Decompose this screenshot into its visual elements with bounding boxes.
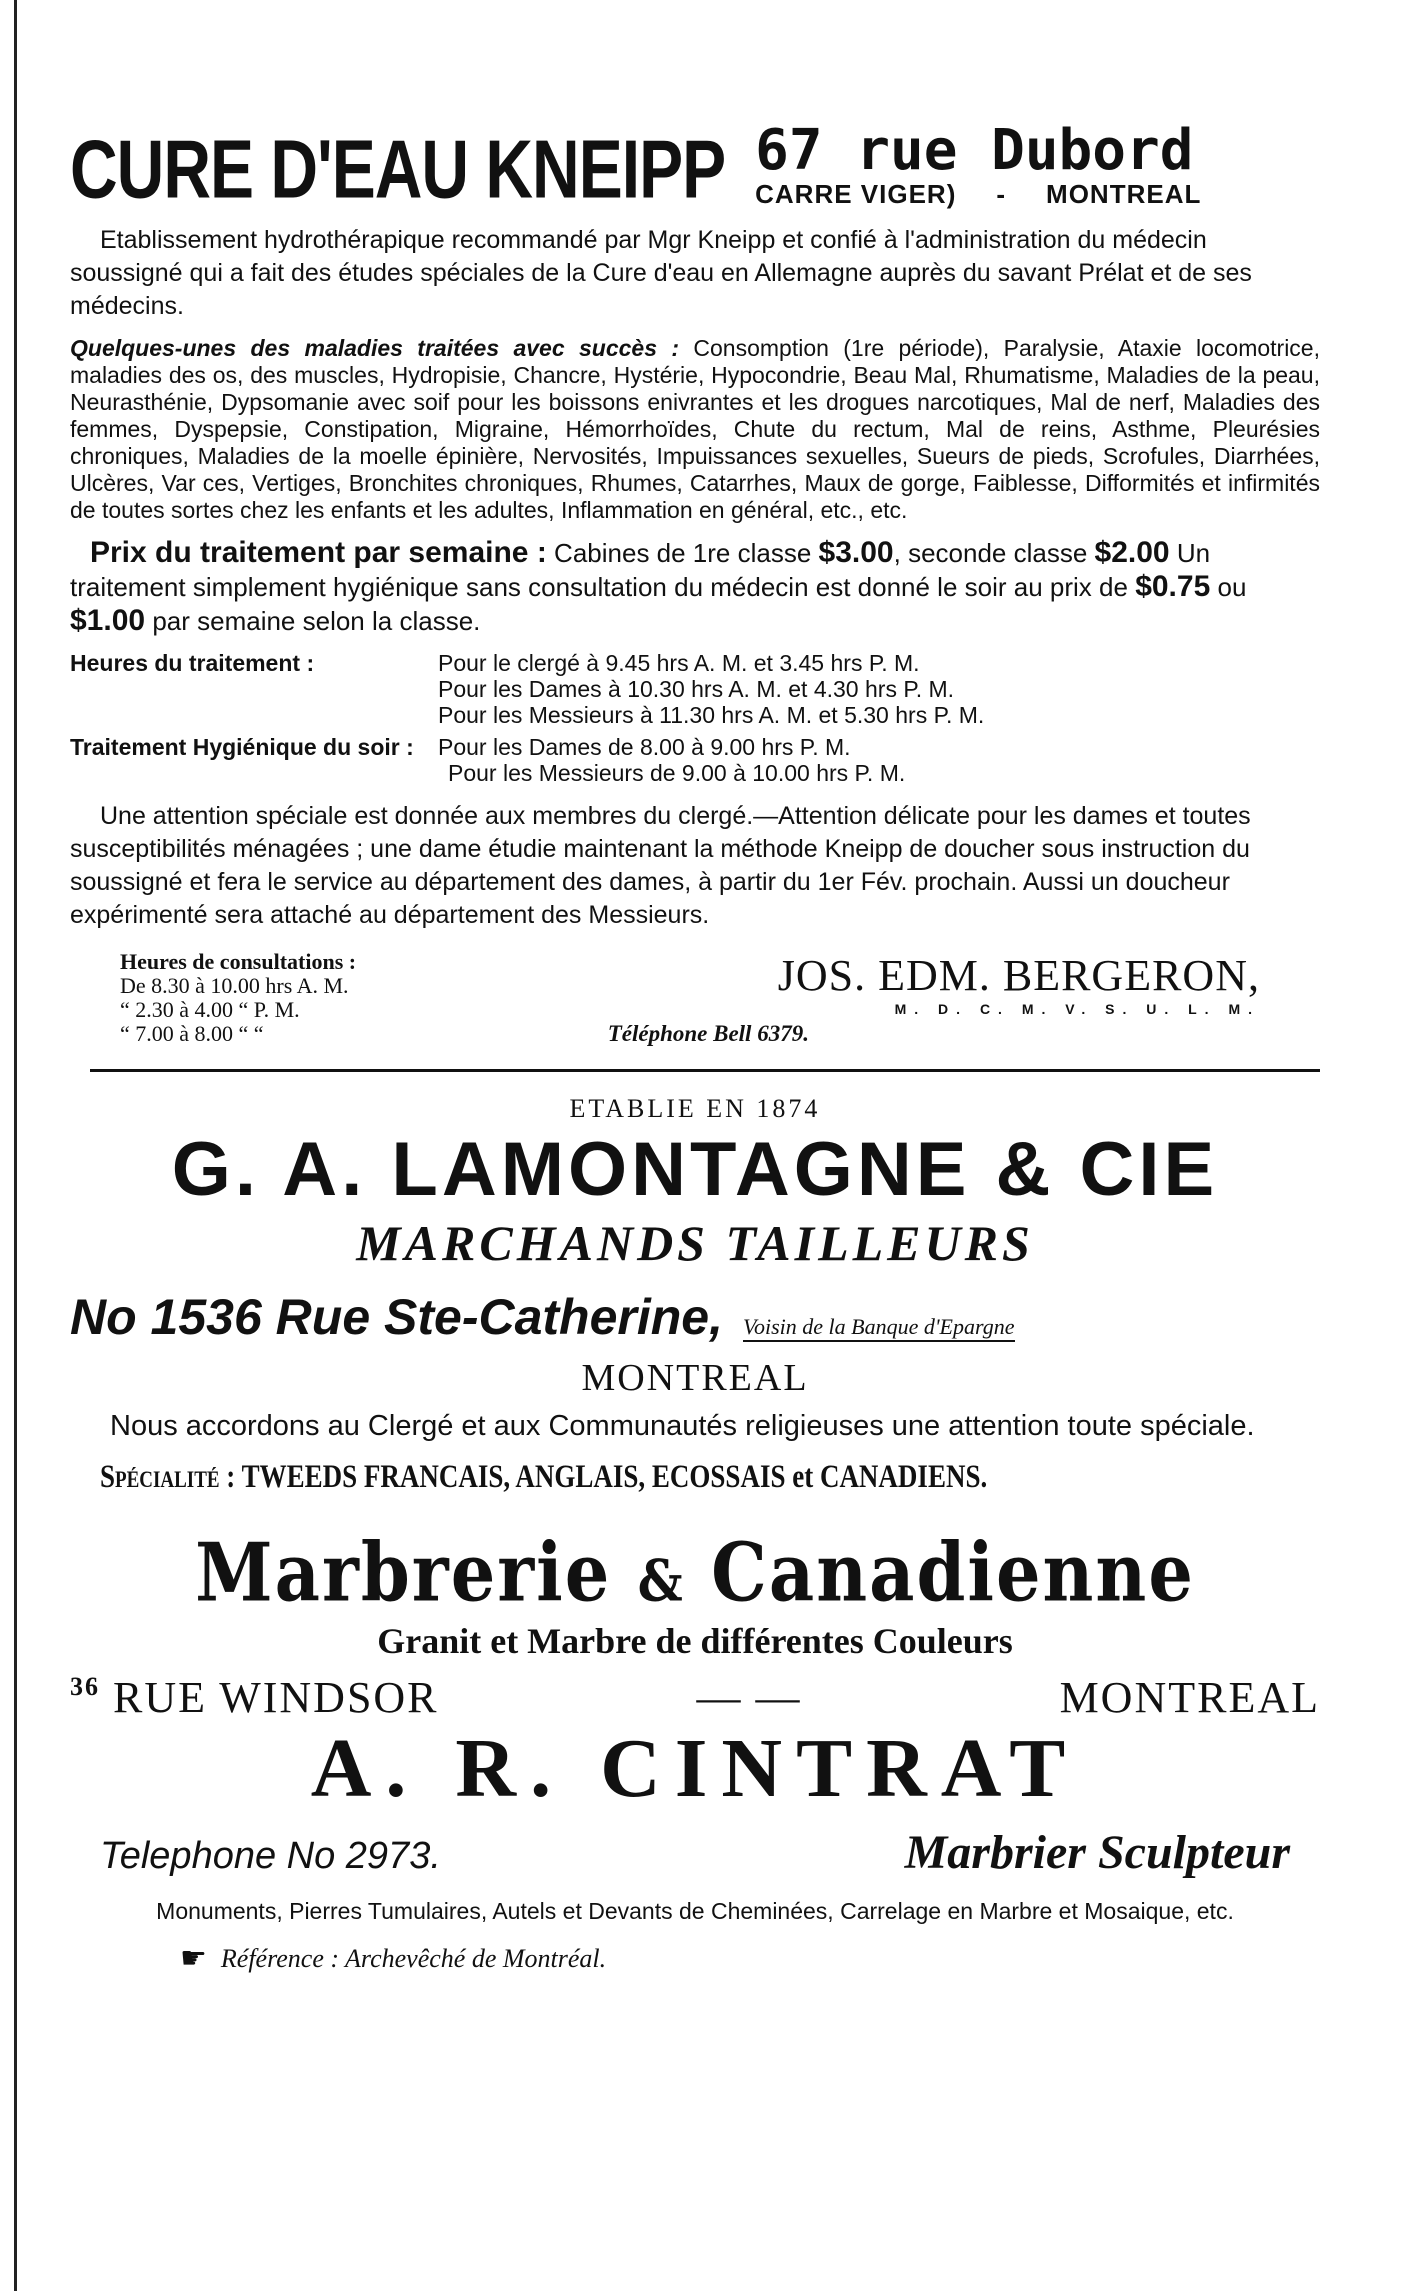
doctor-signature bbox=[607, 950, 1270, 1047]
hours-line: Pour les Messieurs à 11.30 hrs A. M. et 5.30 hrs P. M. bbox=[438, 702, 985, 728]
kneipp-diseases bbox=[70, 335, 1320, 524]
marbrerie-street-number: 36 bbox=[70, 1671, 100, 1701]
lamontagne-address bbox=[70, 1288, 1320, 1346]
lamontagne-street: No 1536 Rue Ste-Catherine, bbox=[70, 1288, 723, 1345]
marbrerie-street-group bbox=[70, 1672, 439, 1723]
marbrerie-title-b: Canadienne bbox=[711, 1524, 1195, 1621]
reference-text: Référence : Archevêché de Montréal. bbox=[220, 1943, 607, 1973]
kneipp-price-text: ou bbox=[1217, 572, 1247, 602]
kneipp-city: MONTREAL bbox=[1046, 179, 1202, 209]
kneipp-price-text: , seconde classe bbox=[893, 538, 1088, 568]
marbrerie-contact-row bbox=[70, 1825, 1320, 1880]
kneipp-area: CARRE VIGER) bbox=[755, 179, 957, 209]
lamontagne-text: Nous accordons au Clergé et aux Communautés religieuses une attention toute spéciale. bbox=[110, 1409, 1255, 1442]
kneipp-price-text: Cabines de 1re classe bbox=[554, 538, 812, 568]
marbrerie-title bbox=[70, 1525, 1320, 1620]
marbrerie-trade: Marbrier Sculpteur bbox=[904, 1825, 1290, 1879]
marbrerie-phone: Telephone No 2973. bbox=[100, 1834, 441, 1877]
kneipp-address-line bbox=[755, 179, 1201, 210]
kneipp-price-second: $2.00 bbox=[1094, 536, 1170, 569]
consult-line: “ 7.00 à 8.00 “ “ bbox=[120, 1021, 264, 1046]
evening-line: Pour les Dames de 8.00 à 9.00 hrs P. M. bbox=[438, 734, 851, 760]
kneipp-header bbox=[70, 100, 1320, 215]
marbrerie-street: RUE WINDSOR bbox=[113, 1672, 439, 1722]
kneipp-price-high: $1.00 bbox=[70, 604, 146, 637]
evening-line: Pour les Messieurs de 9.00 à 10.00 hrs P. M. bbox=[448, 760, 906, 786]
kneipp-diseases-list: Consomption (1re période), Paralysie, Ataxie locomotrice, maladies des os, des muscles, Hydropisie, Chancre, Hystérie, Hypocondrie, Beau Mal, Rhumatisme, Maladies de la peau, Neurasthénie, Dypsomanie avec soif pour les boissons enivrantes et les drogues narcotiques, Mal de nerf, Maladies des femmes, Dyspepsie, Constipation, Migraine, Hémorrhoïdes, Chute du rectum, Mal de reins, Asthme, Pleurésies chroniques, Maladies de la moelle épinière, Nervosités, Impuissances sexuelles, Sueurs de pieds, Scrofules, Diarrhées, Ulcères, Var ces, Vertiges, Bronchites chroniques, Rhumes, Catarrhes, Maux de gorge, Faiblesse, Difformités et infirmités de toutes sortes chez les enfants et les adultes, Inflammation en général, etc., etc. bbox=[70, 335, 1320, 523]
marbrerie-advertisement bbox=[70, 1524, 1320, 1976]
marbrerie-city: MONTREAL bbox=[1059, 1672, 1320, 1722]
marbrerie-owner-name: A. R. CINTRAT bbox=[310, 1721, 1080, 1815]
marbrerie-title-ampersand: & bbox=[637, 1546, 685, 1615]
kneipp-advertisement bbox=[70, 100, 1320, 1072]
kneipp-price-low: $0.75 bbox=[1135, 570, 1211, 603]
doctor-name: JOS. EDM. BERGERON, bbox=[777, 951, 1260, 1000]
evening-label: Traitement Hygiénique du soir : bbox=[70, 734, 414, 760]
lamontagne-landmark: Voisin de la Banque d'Epargne bbox=[743, 1314, 1015, 1342]
kneipp-diseases-label: Quelques-unes des maladies traitées avec succès : bbox=[70, 335, 680, 361]
kneipp-notice: Une attention spéciale est donnée aux membres du clergé.—Attention délicate pour les dames et toutes susceptibilités ménagées ; une dame étudie maintenant la méthode Kneipp de doucher sous instruction du soussigné et fera le service au département des dames, à partir du 1er Fév. prochain. Aussi un doucheur expérimenté sera attaché au département des Messieurs. bbox=[70, 802, 1251, 929]
lamontagne-advertisement bbox=[70, 1094, 1320, 1494]
kneipp-price bbox=[70, 536, 1320, 638]
divider-rule bbox=[90, 1069, 1320, 1072]
kneipp-intro: Etablissement hydrothérapique recommandé par Mgr Kneipp et confié à l'administration du médecin soussigné qui a fait des études spéciales de la Cure d'eau en Allemagne auprès du savant Prélat et de ses médecins. bbox=[70, 226, 1252, 320]
page-edge-line bbox=[14, 0, 17, 2291]
lamontagne-city: MONTREAL bbox=[581, 1356, 809, 1399]
specialty-text: TWEEDS FRANCAIS, ANGLAIS, ECOSSAIS et CANADIENS. bbox=[241, 1457, 988, 1494]
marbrerie-reference bbox=[70, 1940, 1320, 1976]
specialty-label: Spécialité : bbox=[100, 1457, 236, 1494]
hours-line: Pour les Dames à 10.30 hrs A. M. et 4.30 hrs P. M. bbox=[438, 676, 955, 702]
consult-line: De 8.30 à 10.00 hrs A. M. bbox=[120, 973, 349, 998]
advertisement-page bbox=[70, 100, 1320, 1974]
consult-line: “ 2.30 à 4.00 “ P. M. bbox=[120, 997, 300, 1022]
kneipp-price-text: Un traitement simplement hygiénique sans consultation du médecin est donné le soir au prix de bbox=[70, 538, 1211, 602]
kneipp-treatment-hours bbox=[70, 650, 1320, 786]
kneipp-price-text: par semaine selon la classe. bbox=[152, 606, 481, 636]
doctor-credentials: M. D. C. M. V. S. U. L. M. bbox=[894, 1001, 1260, 1017]
marbrerie-subtitle: Granit et Marbre de différentes Couleurs bbox=[377, 1620, 1013, 1661]
marbrerie-dashes: — — bbox=[696, 1672, 802, 1722]
kneipp-consultation bbox=[70, 950, 1320, 1047]
lamontagne-established: ETABLIE EN 1874 bbox=[569, 1094, 821, 1123]
marbrerie-title-a: Marbrerie bbox=[195, 1524, 612, 1621]
consult-hours bbox=[120, 950, 356, 1047]
consult-label: Heures de consultations : bbox=[120, 949, 357, 974]
hours-line: Pour le clergé à 9.45 hrs A. M. et 3.45 hrs P. M. bbox=[438, 650, 920, 676]
kneipp-address bbox=[755, 118, 1202, 210]
kneipp-dash: - bbox=[996, 179, 1007, 209]
kneipp-price-label: Prix du traitement par semaine : bbox=[90, 536, 547, 569]
marbrerie-products: Monuments, Pierres Tumulaires, Autels et Devants de Cheminées, Carrelage en Marbre et Mosaique, etc. bbox=[156, 1897, 1234, 1924]
hours-label: Heures du traitement : bbox=[70, 650, 315, 676]
pointing-hand-icon: ☛ bbox=[180, 1940, 207, 1976]
lamontagne-specialty bbox=[70, 1458, 1320, 1495]
lamontagne-trade: MARCHANDS TAILLEURS bbox=[356, 1214, 1034, 1271]
lamontagne-name: G. A. LAMONTAGNE & CIE bbox=[171, 1127, 1219, 1212]
kneipp-phone: Téléphone Bell 6379. bbox=[607, 1021, 809, 1046]
marbrerie-address bbox=[70, 1672, 1320, 1723]
kneipp-street: 67 rue Dubord bbox=[755, 118, 1194, 183]
kneipp-price-first: $3.00 bbox=[818, 536, 894, 569]
kneipp-brand: CURE D'EAU KNEIPP bbox=[70, 122, 726, 215]
